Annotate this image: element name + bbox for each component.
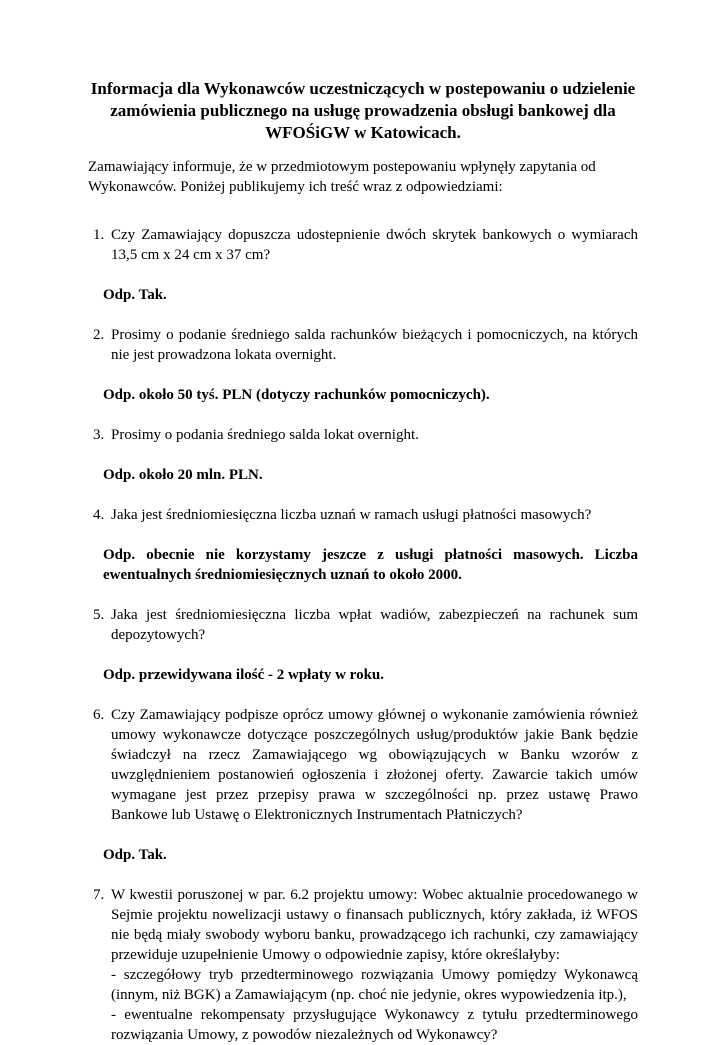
question-text: Jaka jest średniomiesięczna liczba uznań w ramach usługi płatności masowych? bbox=[111, 507, 592, 523]
question-item-3 bbox=[0, 425, 724, 445]
question-number: 6. bbox=[93, 707, 105, 723]
answer-text: Odp. przewidywana ilość - 2 wpłaty w roku. bbox=[103, 667, 385, 683]
question-number: 2. bbox=[93, 327, 105, 343]
question-text: Prosimy o podanie średniego salda rachunków bieżących i pomocniczych, na których nie jest prowadzona lokata overnight. bbox=[111, 327, 638, 363]
question-text-line: - ewentualne rekompensaty przysługujące Wykonawcy z tytułu przedterminowego rozwiązania Umowy, z powodów niezależnych od Wykonawcy? bbox=[111, 1007, 638, 1043]
question-text: Jaka jest średniomiesięczna liczba wpłat wadiów, zabezpieczeń na rachunek sum depozytowych? bbox=[111, 607, 638, 643]
question-number: 1. bbox=[93, 227, 105, 243]
answer-text: Odp. około 20 mln. PLN. bbox=[103, 467, 263, 483]
answer-text: Odp. około 50 tyś. PLN (dotyczy rachunków pomocniczych). bbox=[103, 387, 490, 403]
intro-paragraph: Zamawiający informuje, że w przedmiotowym postepowaniu wpłynęły zapytania od Wykonawców. Poniżej publikujemy ich treść wraz z odpowiedziami: bbox=[88, 159, 596, 195]
answer-text: Odp. obecnie nie korzystamy jeszcze z usługi płatności masowych. Liczba ewentualnych średniomiesięcznych uznań to około 2000. bbox=[103, 547, 638, 583]
document-title: Informacja dla Wykonawców uczestniczących w postepowaniu o udzielenie zamówienia publicznego na usługę prowadzenia obsługi bankowej dla WFOŚiGW w Katowicach. bbox=[90, 79, 636, 142]
question-text-line: - szczegółowy tryb przedterminowego rozwiązania Umowy pomiędzy Wykonawcą (innym, niż BGK) a Zamawiającym (np. choć nie jedynie, okres wypowiedzenia itp.), bbox=[111, 967, 638, 1003]
question-list bbox=[0, 225, 724, 1045]
question-number: 3. bbox=[93, 427, 105, 443]
question-text: Czy Zamawiający dopuszcza udostepnienie dwóch skrytek bankowych o wymiarach 13,5 cm x 24 cm x 37 cm? bbox=[111, 227, 638, 263]
question-item-1 bbox=[0, 225, 724, 265]
question-number: 7. bbox=[93, 887, 105, 903]
question-number: 5. bbox=[93, 607, 105, 623]
question-item-5 bbox=[0, 605, 724, 645]
question-text: Czy Zamawiający podpisze oprócz umowy głównej o wykonanie zamówienia również umowy wykonawcze dotyczące poszczególnych usług/produktów jakie Bank będzie świadczył na rzecz Zamawiającego wg obowiązujących w Banku wzorów z uwzględnieniem postanowień ogłoszenia i złożonej oferty. Zawarcie takich umów wymagane jest przez przepisy prawa w szczególności np. przez ustawę Prawo Bankowe lub Ustawę o Elektronicznych Instrumentach Płatniczych? bbox=[111, 707, 638, 823]
question-text bbox=[111, 885, 638, 1045]
question-text: Prosimy o podania średniego salda lokat overnight. bbox=[111, 427, 419, 443]
question-number: 4. bbox=[93, 507, 105, 523]
question-item-7 bbox=[0, 885, 724, 1045]
answer-text: Odp. Tak. bbox=[103, 847, 167, 863]
answer-text: Odp. Tak. bbox=[103, 287, 167, 303]
question-item-2 bbox=[0, 325, 724, 365]
question-text-line: W kwestii poruszonej w par. 6.2 projektu umowy: Wobec aktualnie procedowanego w Sejmie projektu nowelizacji ustawy o finansach publicznych, który zakłada, iż WFOS nie będą miały swobody wyboru banku, prowadzącego ich rachunki, czy zamawiający przewiduje uzupełnienie Umowy o odpowiednie zapisy, które określałyby: bbox=[111, 887, 638, 963]
question-item-4 bbox=[0, 505, 724, 525]
question-item-6 bbox=[0, 705, 724, 825]
